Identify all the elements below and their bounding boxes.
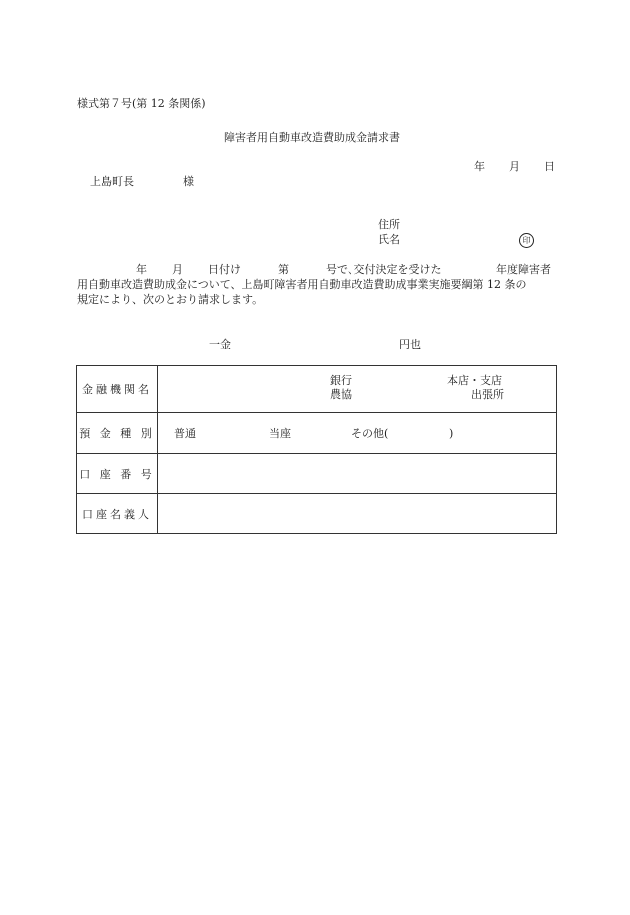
amount-suffix: 円也: [399, 338, 421, 351]
branch-type-office: 出張所: [471, 388, 504, 401]
bank-name-label: 金融機関名: [77, 366, 158, 413]
branch-type-main: 本店・支店: [447, 374, 502, 387]
body-line-3: 規定により、次のとおり請求します。: [77, 293, 264, 306]
account-number-cell[interactable]: [158, 454, 557, 494]
date-month: 月: [509, 160, 520, 173]
body-year: 年: [136, 263, 147, 276]
body-line-2: 用自動車改造費助成金について、上島町障害者用自動車改造費助成事業実施要綱第 12 条の: [77, 278, 527, 291]
deposit-type-cell[interactable]: [158, 413, 557, 454]
bank-info-table: [76, 365, 557, 534]
deposit-ordinary[interactable]: 普通: [174, 427, 196, 440]
date-year: 年: [474, 160, 485, 173]
table-row: [77, 454, 557, 494]
table-row: [77, 494, 557, 534]
table-row: [77, 413, 557, 454]
bank-type-bank: 銀行: [330, 374, 352, 387]
document-title: 障害者用自動車改造費助成金請求書: [224, 131, 400, 144]
deposit-other-close: ): [449, 427, 454, 440]
deposit-type-label: 預 金 種 別: [77, 413, 158, 454]
name-label: 氏名: [378, 233, 400, 246]
body-dated: 日付け: [208, 263, 241, 276]
address-label: 住所: [378, 218, 400, 231]
deposit-other[interactable]: その他(: [351, 427, 389, 440]
table-row: [77, 366, 557, 413]
seal-mark: [519, 233, 534, 248]
body-decision: 号で､交付決定を受けた: [326, 263, 442, 276]
form-number: 様式第７号(第 12 条関係): [77, 97, 206, 110]
seal-icon: 印: [519, 233, 534, 248]
addressee-name: 上島町長: [90, 175, 134, 188]
deposit-current[interactable]: 当座: [269, 427, 291, 440]
amount-prefix: 一金: [209, 338, 231, 351]
bank-type-agri: 農協: [330, 388, 352, 401]
date-day: 日: [544, 160, 555, 173]
account-number-label: 口 座 番 号: [77, 454, 158, 494]
body-fiscal-year: 年度障害者: [496, 263, 551, 276]
account-holder-label: 口座名義人: [77, 494, 158, 534]
bank-name-cell[interactable]: [158, 366, 557, 413]
body-month: 月: [172, 263, 183, 276]
body-number-prefix: 第: [278, 263, 289, 276]
account-holder-cell[interactable]: [158, 494, 557, 534]
addressee-honorific: 様: [183, 175, 194, 188]
